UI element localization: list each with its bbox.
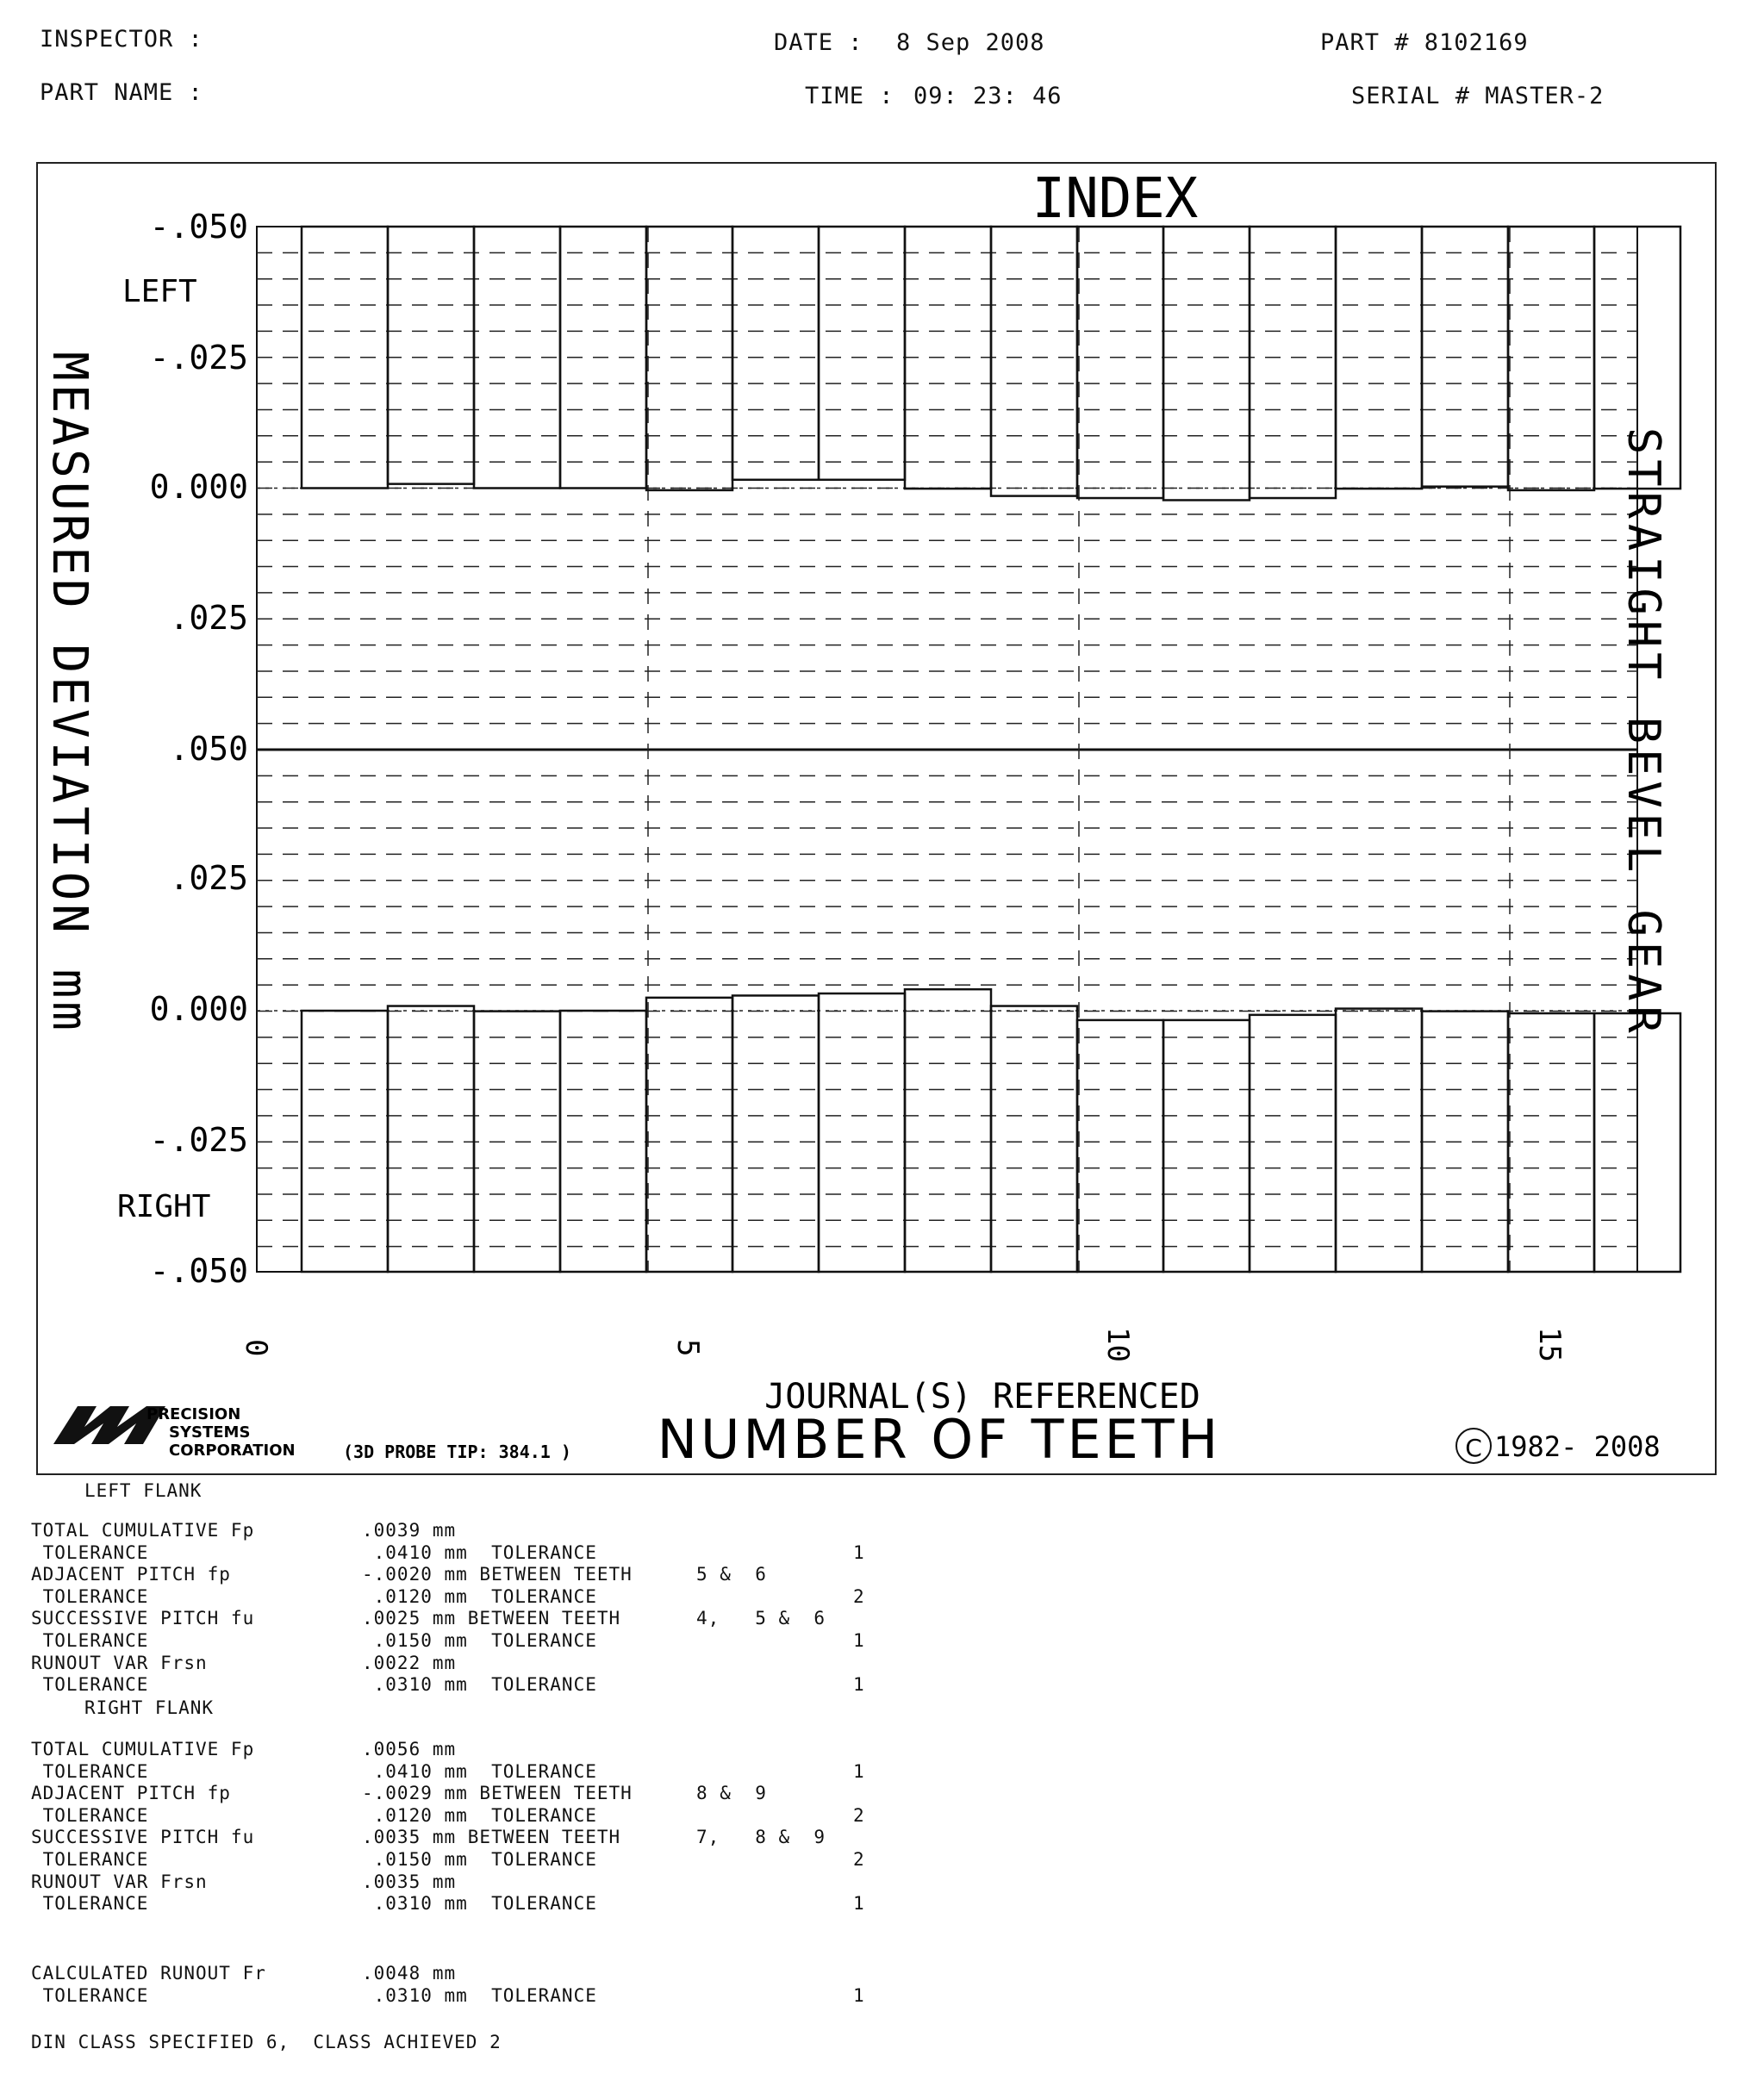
left-bar-tooth-11 bbox=[1163, 227, 1250, 500]
calc-table-row-1-col-0: TOLERANCE bbox=[31, 1984, 149, 2006]
y-tick-left-2: -.025 bbox=[149, 339, 248, 377]
left-table-row-7-col-0: TOLERANCE bbox=[31, 1674, 149, 1696]
right-table-row-0-col-0: TOTAL CUMULATIVE Fp bbox=[31, 1739, 255, 1759]
left-flank-title: LEFT FLANK bbox=[84, 1480, 203, 1501]
right-table-row-2-col-0: ADJACENT PITCH fp bbox=[31, 1783, 231, 1804]
right-table-row-2-col-2: 8 & 9 bbox=[696, 1783, 767, 1804]
left-table-row-5-col-0: TOLERANCE bbox=[31, 1630, 149, 1651]
right-table-row-4-col-0: SUCCESSIVE PITCH fu bbox=[31, 1827, 255, 1848]
left-bar-tooth-10 bbox=[1077, 227, 1163, 498]
serial-number: SERIAL # MASTER-2 bbox=[1351, 83, 1605, 109]
right-bar-tooth-15 bbox=[1508, 1013, 1594, 1272]
right-bar-tooth-11 bbox=[1163, 1020, 1250, 1272]
right-table-row-1-col-0: TOLERANCE bbox=[31, 1760, 149, 1782]
probe-tip: (3D PROBE TIP: 384.1 ) bbox=[343, 1442, 571, 1462]
left-table-row-0-col-1: .0039 mm bbox=[362, 1520, 457, 1541]
y-tick-right-3: -.025 bbox=[149, 1121, 248, 1159]
right-table-row-7-col-3: 1 bbox=[853, 1893, 865, 1915]
right-table-row-5-col-3: 2 bbox=[853, 1849, 865, 1870]
x-axis-label: NUMBER OF TEETH bbox=[657, 1408, 1222, 1471]
left-bar-tooth-15 bbox=[1508, 227, 1594, 490]
right-bar-tooth-2 bbox=[388, 1006, 474, 1272]
left-table-row-7-col-1: .0310 mm TOLERANCE bbox=[362, 1674, 597, 1696]
left-table-row-1-col-0: TOLERANCE bbox=[31, 1541, 149, 1563]
y-axis-label: MEASURED DEVIATION mm bbox=[41, 352, 97, 1035]
right-table-row-3-col-3: 2 bbox=[853, 1804, 865, 1826]
right-flank-title: RIGHT FLANK bbox=[84, 1697, 215, 1718]
right-table-row-4-col-2: 7, 8 & 9 bbox=[696, 1827, 826, 1848]
right-bar-tooth-8 bbox=[905, 989, 991, 1272]
left-bar-tooth-5 bbox=[646, 227, 732, 490]
side-label: STRAIGHT BEVEL GEAR bbox=[1618, 427, 1669, 1038]
right-table-row-5-col-0: TOLERANCE bbox=[31, 1849, 149, 1870]
right-table-row-5-col-1: .0150 mm TOLERANCE bbox=[362, 1849, 597, 1870]
left-bar-tooth-7 bbox=[819, 227, 905, 480]
right-bar-tooth-10 bbox=[1077, 1020, 1163, 1272]
left-table-row-2-col-0: ADJACENT PITCH fp bbox=[31, 1564, 231, 1585]
left-bar-tooth-14 bbox=[1422, 227, 1508, 487]
left-table-row-6-col-1: .0022 mm bbox=[362, 1652, 457, 1673]
left-bar-tooth-6 bbox=[732, 227, 819, 480]
left-table-row-4-col-0: SUCCESSIVE PITCH fu bbox=[31, 1608, 255, 1629]
left-bar-tooth-12 bbox=[1250, 227, 1336, 498]
left-table-row-4-col-2: 4, 5 & 6 bbox=[696, 1608, 826, 1629]
right-table-row-0-col-1: .0056 mm bbox=[362, 1739, 457, 1759]
y-tick-left-3: 0.000 bbox=[149, 468, 248, 506]
right-table-row-1-col-1: .0410 mm TOLERANCE bbox=[362, 1760, 597, 1782]
left-table-row-2-col-2: 5 & 6 bbox=[696, 1564, 767, 1585]
left-table-row-1-col-3: 1 bbox=[853, 1541, 865, 1563]
right-table-row-4-col-1: .0035 mm BETWEEN TEETH bbox=[362, 1827, 621, 1848]
part-number: PART # 8102169 bbox=[1320, 29, 1529, 56]
chart-grid bbox=[257, 227, 1637, 1272]
chart-title: INDEX bbox=[1032, 167, 1199, 231]
time-value: 09: 23: 46 bbox=[913, 83, 1063, 109]
left-table-row-3-col-3: 2 bbox=[853, 1585, 865, 1607]
y-tick-left-1: -.050 bbox=[149, 208, 248, 246]
right-table-row-7-col-0: TOLERANCE bbox=[31, 1893, 149, 1915]
right-bar-tooth-5 bbox=[646, 998, 732, 1272]
left-table-row-3-col-0: TOLERANCE bbox=[31, 1585, 149, 1607]
logo-line-2: SYSTEMS bbox=[169, 1423, 251, 1442]
left-table-row-4-col-1: .0025 mm BETWEEN TEETH bbox=[362, 1608, 621, 1629]
x-tick-15: 15 bbox=[1532, 1327, 1567, 1362]
right-table-row-1-col-3: 1 bbox=[853, 1760, 865, 1782]
y-tick-right-4: -.050 bbox=[149, 1252, 248, 1290]
date-value: 8 Sep 2008 bbox=[896, 29, 1045, 56]
right-table-row-3-col-1: .0120 mm TOLERANCE bbox=[362, 1804, 597, 1826]
left-panel-label: LEFT bbox=[122, 274, 197, 309]
left-bar-tooth-9 bbox=[991, 227, 1077, 496]
right-bar-tooth-12 bbox=[1250, 1015, 1336, 1272]
left-table-row-3-col-1: .0120 mm TOLERANCE bbox=[362, 1585, 597, 1607]
y-tick-right-1: .025 bbox=[169, 859, 248, 897]
time-label: TIME : bbox=[805, 83, 894, 109]
calc-table-row-1-col-1: .0310 mm TOLERANCE bbox=[362, 1984, 597, 2006]
calc-table-row-0-col-0: CALCULATED RUNOUT Fr bbox=[31, 1963, 266, 1983]
part-name-label: PART NAME : bbox=[40, 79, 203, 106]
din-class-line: DIN CLASS SPECIFIED 6, CLASS ACHIEVED 2 bbox=[31, 2032, 502, 2052]
calc-table-row-1-col-3: 1 bbox=[853, 1984, 865, 2006]
right-table-row-7-col-1: .0310 mm TOLERANCE bbox=[362, 1893, 597, 1915]
right-table-row-6-col-0: RUNOUT VAR Frsn bbox=[31, 1871, 208, 1892]
right-table-row-3-col-0: TOLERANCE bbox=[31, 1804, 149, 1826]
x-tick-10: 10 bbox=[1100, 1327, 1135, 1362]
right-bar-tooth-7 bbox=[819, 993, 905, 1272]
x-tick-0: 0 bbox=[239, 1339, 273, 1357]
y-tick-left-4: .025 bbox=[169, 599, 248, 637]
right-table-row-6-col-1: .0035 mm bbox=[362, 1871, 457, 1892]
right-bar-tooth-9 bbox=[991, 1006, 1077, 1272]
left-table-row-5-col-1: .0150 mm TOLERANCE bbox=[362, 1630, 597, 1651]
copyright-text: 1982- 2008 bbox=[1494, 1430, 1661, 1463]
left-table-row-0-col-0: TOTAL CUMULATIVE Fp bbox=[31, 1520, 255, 1541]
left-table-row-7-col-3: 1 bbox=[853, 1674, 865, 1696]
right-flank-bars bbox=[302, 989, 1680, 1272]
x-tick-5: 5 bbox=[670, 1339, 705, 1357]
left-table-row-5-col-3: 1 bbox=[853, 1630, 865, 1651]
x-subtitle: JOURNAL(S) REFERENCED bbox=[764, 1377, 1200, 1417]
left-flank-bars bbox=[302, 227, 1680, 500]
left-table-row-2-col-1: -.0020 mm BETWEEN TEETH bbox=[362, 1564, 633, 1585]
right-bar-tooth-13 bbox=[1336, 1009, 1422, 1272]
inspector-label: INSPECTOR : bbox=[40, 26, 203, 53]
logo-line-1: PRECISION bbox=[146, 1405, 241, 1423]
right-table-row-2-col-1: -.0029 mm BETWEEN TEETH bbox=[362, 1783, 633, 1804]
right-panel-label: RIGHT bbox=[117, 1189, 211, 1224]
left-table-row-6-col-0: RUNOUT VAR Frsn bbox=[31, 1652, 208, 1673]
copyright-symbol: C bbox=[1465, 1434, 1482, 1462]
left-bar-tooth-2 bbox=[388, 227, 474, 484]
y-tick-left-5: .050 bbox=[169, 730, 248, 768]
date-label: DATE : bbox=[774, 29, 863, 56]
calc-table-row-0-col-1: .0048 mm bbox=[362, 1963, 457, 1983]
y-tick-right-2: 0.000 bbox=[149, 990, 248, 1028]
logo-line-3: CORPORATION bbox=[169, 1442, 296, 1460]
left-table-row-1-col-1: .0410 mm TOLERANCE bbox=[362, 1541, 597, 1563]
